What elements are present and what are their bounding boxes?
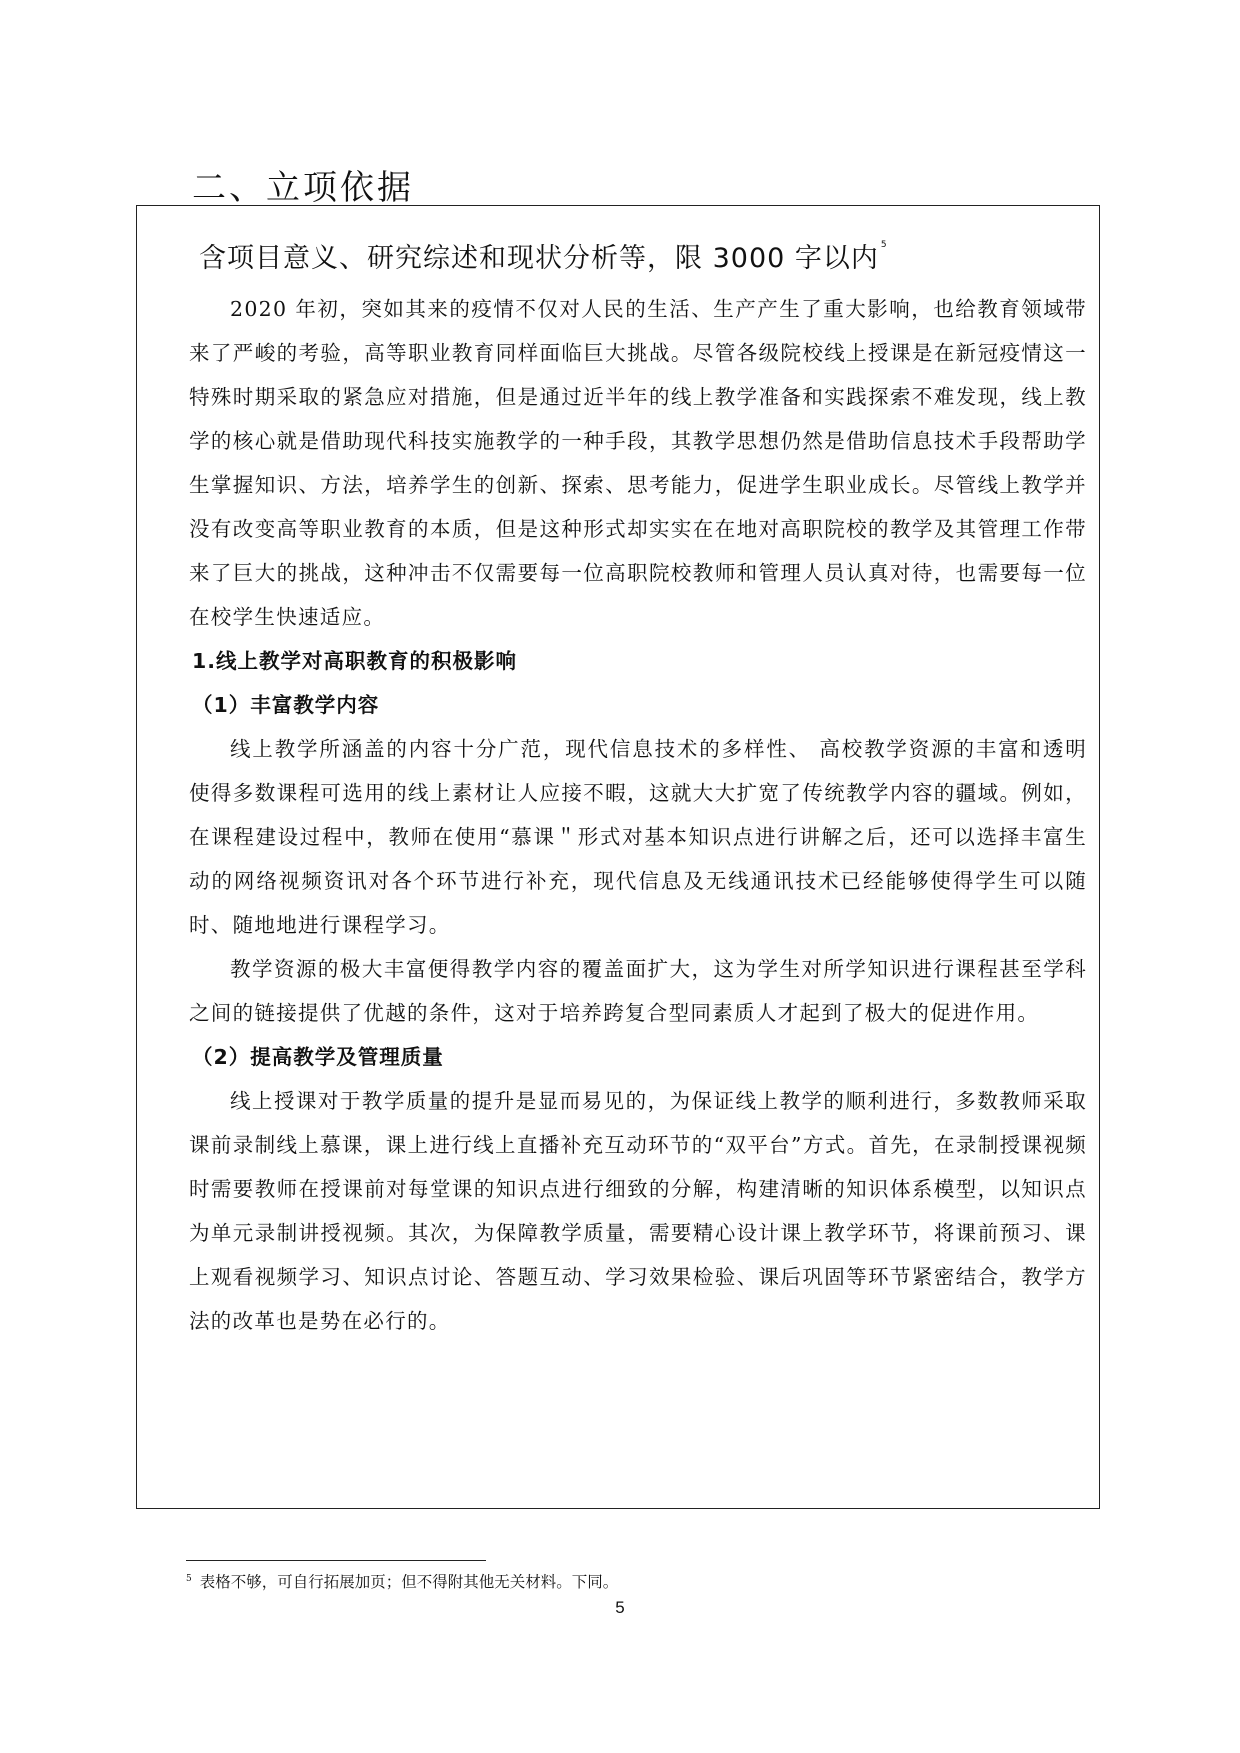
footnote-mark: 5: [186, 1573, 192, 1584]
footnote-text: 表格不够，可自行拓展加页；但不得附其他无关材料。下同。: [199, 1573, 619, 1591]
sub1-paragraph-1: 线上教学所涵盖的内容十分广范，现代信息技术的多样性、 高校教学资源的丰富和透明使得多数课程可选用的线上素材让人应接不暇，这就大大扩宽了传统教学内容的疆域。例如，在课程建设过程中，教师在使用“慕课＂形式对基本知识点进行讲解之后，还可以选择丰富生动的网络视频资讯对各个环节进行补充，现代信息及无线通讯技术已经能够使得学生可以随时、随地地进行课程学习。: [189, 737, 1087, 937]
content-box: [136, 205, 1100, 1509]
intro-paragraph: 2020 年初，突如其来的疫情不仅对人民的生活、生产产生了重大影响，也给教育领域带来了严峻的考验，高等职业教育同样面临巨大挑战。尽管各级院校线上授课是在新冠疫情这一特殊时期采取的紧急应对措施，但是通过近半年的线上教学准备和实践探索不难发现，线上教学的核心就是借助现代科技实施教学的一种手段，其教学思想仍然是借助信息技术手段帮助学生掌握知识、方法，培养学生的创新、探索、思考能力，促进学生职业成长。尽管线上教学并没有改变高等职业教育的本质，但是这种形式却实实在在地对高职院校的教学及其管理工作带来了巨大的挑战，这种冲击不仅需要每一位高职院校教师和管理人员认真对待，也需要每一位在校学生快速适应。: [189, 297, 1087, 629]
section-title: 二、立项依据: [192, 168, 414, 208]
sub2-paragraph: 线上授课对于教学质量的提升是显而易见的，为保证线上教学的顺利进行，多数教师采取课前录制线上慕课，课上进行线上直播补充互动环节的“双平台”方式。首先，在录制授课视频时需要教师在授课前对每堂课的知识点进行细致的分解，构建清晰的知识体系模型，以知识点为单元录制讲授视频。其次，为保障教学质量，需要精心设计课上教学环节，将课前预习、课上观看视频学习、知识点讨论、答题互动、学习效果检验、课后巩固等环节紧密结合，教学方法的改革也是势在必行的。: [189, 1089, 1087, 1333]
sub2-heading: （2）提高教学及管理质量: [192, 1045, 444, 1069]
page-number: 5: [615, 1598, 625, 1617]
box-heading: [199, 236, 1087, 275]
footnote: [186, 1570, 618, 1592]
section1-heading: 1.线上教学对高职教育的积极影响: [192, 649, 518, 673]
sub1-heading: （1）丰富教学内容: [192, 693, 380, 717]
sub1-paragraph-2: 教学资源的极大丰富便得教学内容的覆盖面扩大，这为学生对所学知识进行课程甚至学科之间的链接提供了优越的条件，这对于培养跨复合型同素质人才起到了极大的促进作用。: [189, 957, 1087, 1025]
box-heading-text: 含项目意义、研究综述和现状分析等，限 3000 字以内: [199, 243, 879, 274]
footnote-reference[interactable]: 5: [880, 240, 888, 250]
footnote-divider: [186, 1560, 486, 1561]
